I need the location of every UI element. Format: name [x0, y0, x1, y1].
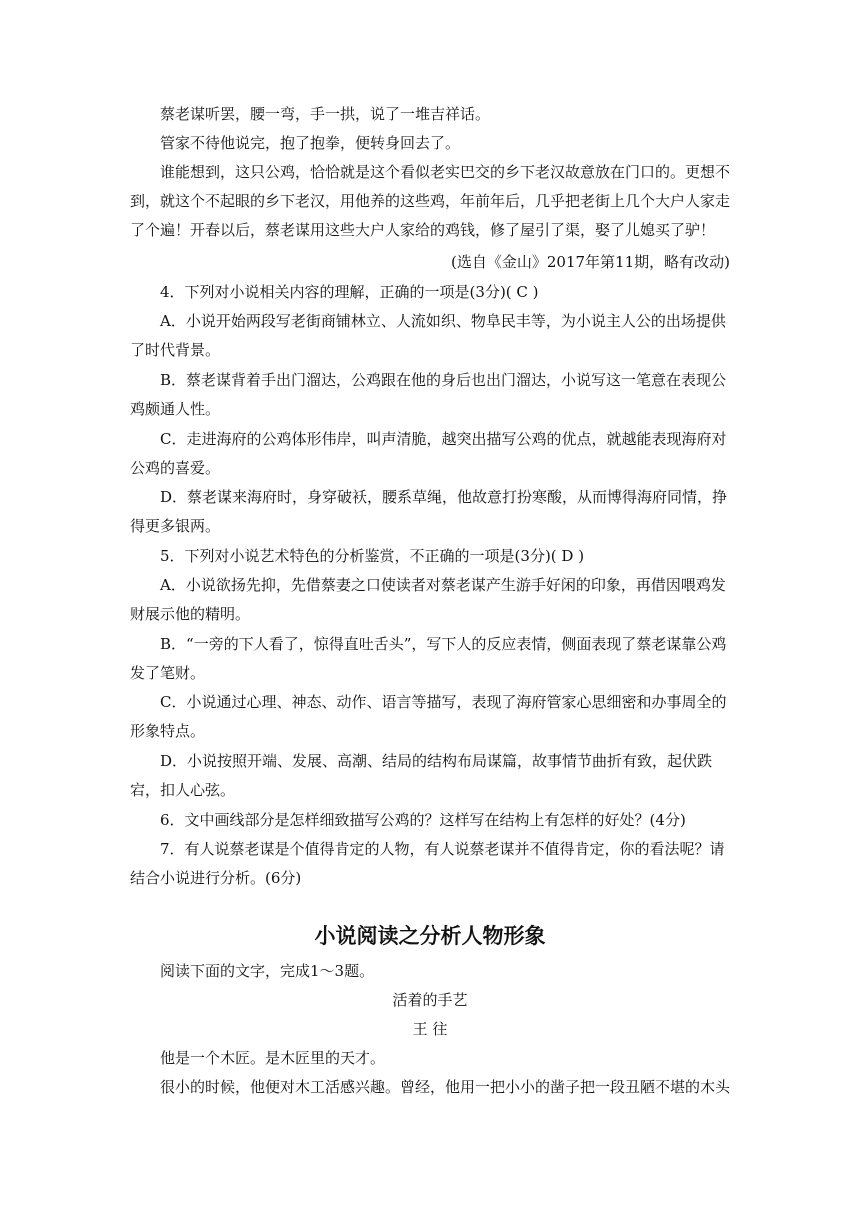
question-7: 7．有人说蔡老谋是个值得肯定的人物，有人说蔡老谋并不值得肯定，你的看法呢？请结合小说进行分析。(6分): [130, 840, 725, 887]
option-a: A．小说欲扬先抑，先借蔡妻之口使读者对蔡老谋产生游手好闲的印象，再借因喂鸡发财展示他的精明。: [130, 576, 726, 623]
option-d: D．小说按照开端、发展、高潮、结局的结构布局谋篇，故事情节曲折有致，起伏跌宕，扣人心弦。: [130, 752, 713, 799]
option-b: B．蔡老谋背着手出门溜达，公鸡跟在他的身后也出门溜达，小说写这一笔意在表现公鸡颇通人性。: [130, 371, 727, 418]
instruction: 阅读下面的文字，完成1～3题。: [160, 962, 375, 980]
paragraph: 管家不待他说完，抱了抱拳，便转身回去了。: [160, 134, 461, 152]
section-title: 小说阅读之分析人物形象: [314, 924, 546, 948]
option-b: B．“一旁的下人看了，惊得直吐舌头”，写下人的反应表情，侧面表现了蔡老谋靠公鸡发了笔财。: [130, 635, 727, 682]
question-6: 6．文中画线部分是怎样细致描写公鸡的？这样写在结构上有怎样的好处？(4分): [160, 811, 686, 829]
author: 王 往: [412, 1020, 448, 1038]
question-4: 4．下列对小说相关内容的理解，正确的一项是(3分)( C ): [160, 283, 539, 301]
option-c: C．走进海府的公鸡体形伟岸，叫声清脆，越突出描写公鸡的优点，就越能表现海府对公鸡的喜爱。: [130, 430, 727, 477]
story-title: 活着的手艺: [392, 991, 468, 1009]
option-c: C．小说通过心理、神态、动作、语言等描写，表现了海府管家心思细密和办事周全的形象特点。: [130, 693, 727, 740]
paragraph: 很小的时候，他便对木工活感兴趣。曾经，他用一把小小的凿子把一段丑陋不堪的木头: [160, 1078, 731, 1096]
paragraph: 谁能想到，这只公鸡，恰恰就是这个看似老实巴交的乡下老汉故意放在门口的。更想不到，就这个不起眼的乡下老汉，用他养的这些鸡，年前年后，几乎把老街上几个大户人家走了个遍！开春以后，蔡老谋用这些大户人家给的鸡钱，修了屋引了渠，娶了儿媳买了驴！: [130, 163, 731, 239]
paragraph: 他是一个木匠。是木匠里的天才。: [160, 1049, 386, 1067]
option-a: A．小说开始两段写老街商铺林立、人流如织、物阜民丰等，为小说主人公的出场提供了时代背景。: [130, 312, 726, 359]
paragraph: 蔡老谋听罢，腰一弯，手一拱，说了一堆吉祥话。: [160, 105, 491, 123]
question-5: 5．下列对小说艺术特色的分析鉴赏，不正确的一项是(3分)( D ): [160, 547, 585, 565]
option-d: D．蔡老谋来海府时，身穿破袄，腰系草绳，他故意打扮寒酸，从而博得海府同情，挣得更多银两。: [130, 488, 728, 535]
source-citation: (选自《金山》2017年第11期，略有改动): [451, 253, 730, 271]
